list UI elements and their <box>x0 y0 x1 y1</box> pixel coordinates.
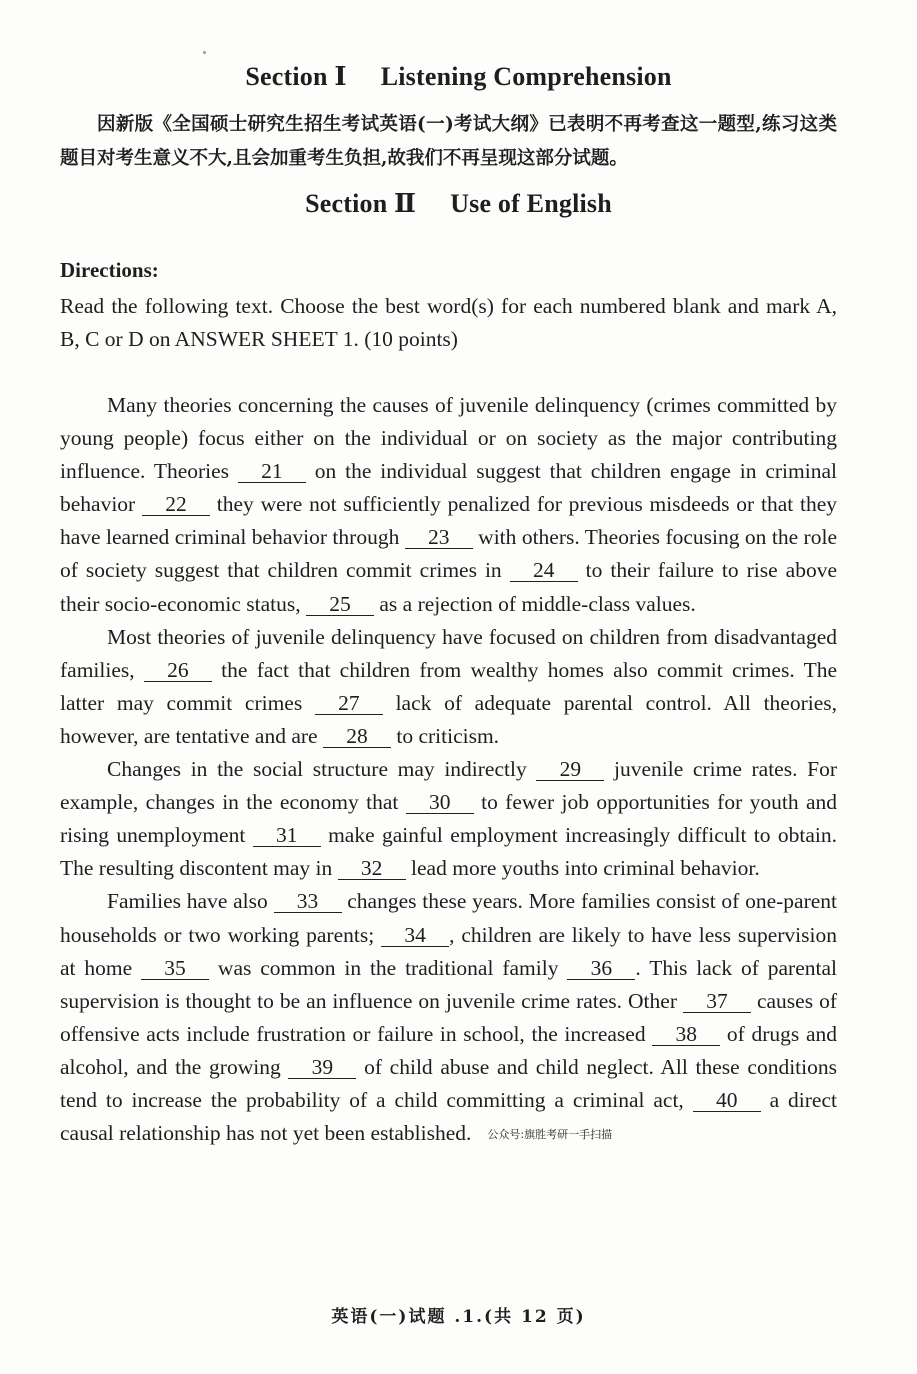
passage-text: with others. Theories focusing on the role of society suggest that children commit crimes in <box>60 525 837 583</box>
passage-text: of child abuse and child neglect. All these conditions tend to increase the probability of a child committing a criminal act, <box>60 1054 837 1112</box>
section-2-title: Use of English <box>450 189 612 218</box>
blank-29: 29 <box>536 758 604 781</box>
watermark: 公众号:旗胜考研一手扫描 <box>487 1128 613 1142</box>
passage-text: of drugs and alcohol, and the growing <box>60 1021 837 1079</box>
passage-text: to criticism. <box>390 723 500 748</box>
passage-text: causes of offensive acts include frustration or failure in school, the increased <box>60 988 837 1046</box>
passage-text: juvenile crime rates. For example, changes in the economy that <box>60 757 837 815</box>
passage-text: make gainful employment increasingly difficult to obtain. The resulting discontent may in <box>60 823 838 881</box>
blank-36: 36 <box>567 957 635 980</box>
passage-text: the fact that children from wealthy homes also commit crimes. The latter may commit crimes <box>60 657 837 715</box>
passage-text: a direct causal relationship has not yet been established. <box>60 1087 837 1146</box>
blank-34: 34 <box>381 924 449 947</box>
blank-26: 26 <box>144 659 212 682</box>
passage-text: lead more youths into criminal behavior. <box>405 856 760 881</box>
scan-speck <box>203 51 206 54</box>
blank-33: 33 <box>274 890 342 913</box>
blank-30: 30 <box>406 791 474 814</box>
blank-22: 22 <box>142 493 210 516</box>
passage-text: Most theories of juvenile delinquency have focused on children from disadvantaged families, <box>60 624 837 682</box>
blank-37: 37 <box>683 990 751 1013</box>
passage-text: to their failure to rise above their socio-economic status, <box>60 558 837 616</box>
paragraph-1 <box>60 389 837 621</box>
paragraph-4 <box>60 885 837 1151</box>
directions-label: Directions: <box>60 258 159 282</box>
blank-39: 39 <box>288 1056 356 1079</box>
blank-23: 23 <box>405 526 473 549</box>
blank-32: 32 <box>338 857 406 880</box>
passage-text: . This lack of parental supervision is thought to be an influence on juvenile crime rates. Other <box>60 955 837 1013</box>
passage-text: as a rejection of middle-class values. <box>374 591 696 616</box>
cloze-passage <box>60 389 837 1151</box>
directions-text: Read the following text. Choose the best word(s) for each numbered blank and mark A, B, C or D on ANSWER SHEET 1. (10 points) <box>60 294 837 351</box>
paragraph-2 <box>60 621 837 753</box>
passage-text: , children are likely to have less supervision at home <box>60 922 837 980</box>
passage-text: lack of adequate parental control. All theories, however, are tentative and are <box>60 690 838 748</box>
blank-24: 24 <box>510 559 578 582</box>
blank-21: 21 <box>238 460 306 483</box>
section-1-heading <box>0 62 917 92</box>
blank-40: 40 <box>693 1089 761 1112</box>
section-2-heading <box>0 189 917 219</box>
section-1-number: Section Ⅰ <box>245 62 347 91</box>
blank-28: 28 <box>323 725 391 748</box>
passage-text: they were not sufficiently penalized for previous misdeeds or that they have learned criminal behavior through <box>60 492 837 550</box>
section-1-title: Listening Comprehension <box>380 62 672 91</box>
passage-text: to fewer job opportunities for youth and rising unemployment <box>60 790 837 848</box>
passage-text: Many theories concerning the causes of juvenile delinquency (crimes committed by young people) focus either on the individual or on society as the major contributing influence. Theories <box>60 393 837 484</box>
blank-31: 31 <box>253 824 321 847</box>
passage-text: Families have also <box>107 889 274 914</box>
chinese-notice: 因新版《全国硕士研究生招生考试英语(一)考试大纲》已表明不再考查这一题型,练习这类题目对考生意义不大,且会加重考生负担,故我们不再呈现这部分试题。 <box>60 114 837 169</box>
passage-text: on the individual suggest that children engage in criminal behavior <box>60 459 837 517</box>
paragraph-3 <box>60 753 837 885</box>
blank-38: 38 <box>652 1023 720 1046</box>
passage-text: changes these years. More families consist of one-parent households or two working parents; <box>60 889 837 947</box>
passage-text: was common in the traditional family <box>209 955 568 980</box>
passage-text: Changes in the social structure may indirectly <box>107 757 537 782</box>
page-footer: 英语(一)试题 .1.(共 12 页) <box>331 1307 586 1327</box>
blank-25: 25 <box>306 593 374 616</box>
blank-27: 27 <box>315 692 383 715</box>
section-2-number: Section Ⅱ <box>305 189 417 218</box>
blank-35: 35 <box>141 957 209 980</box>
